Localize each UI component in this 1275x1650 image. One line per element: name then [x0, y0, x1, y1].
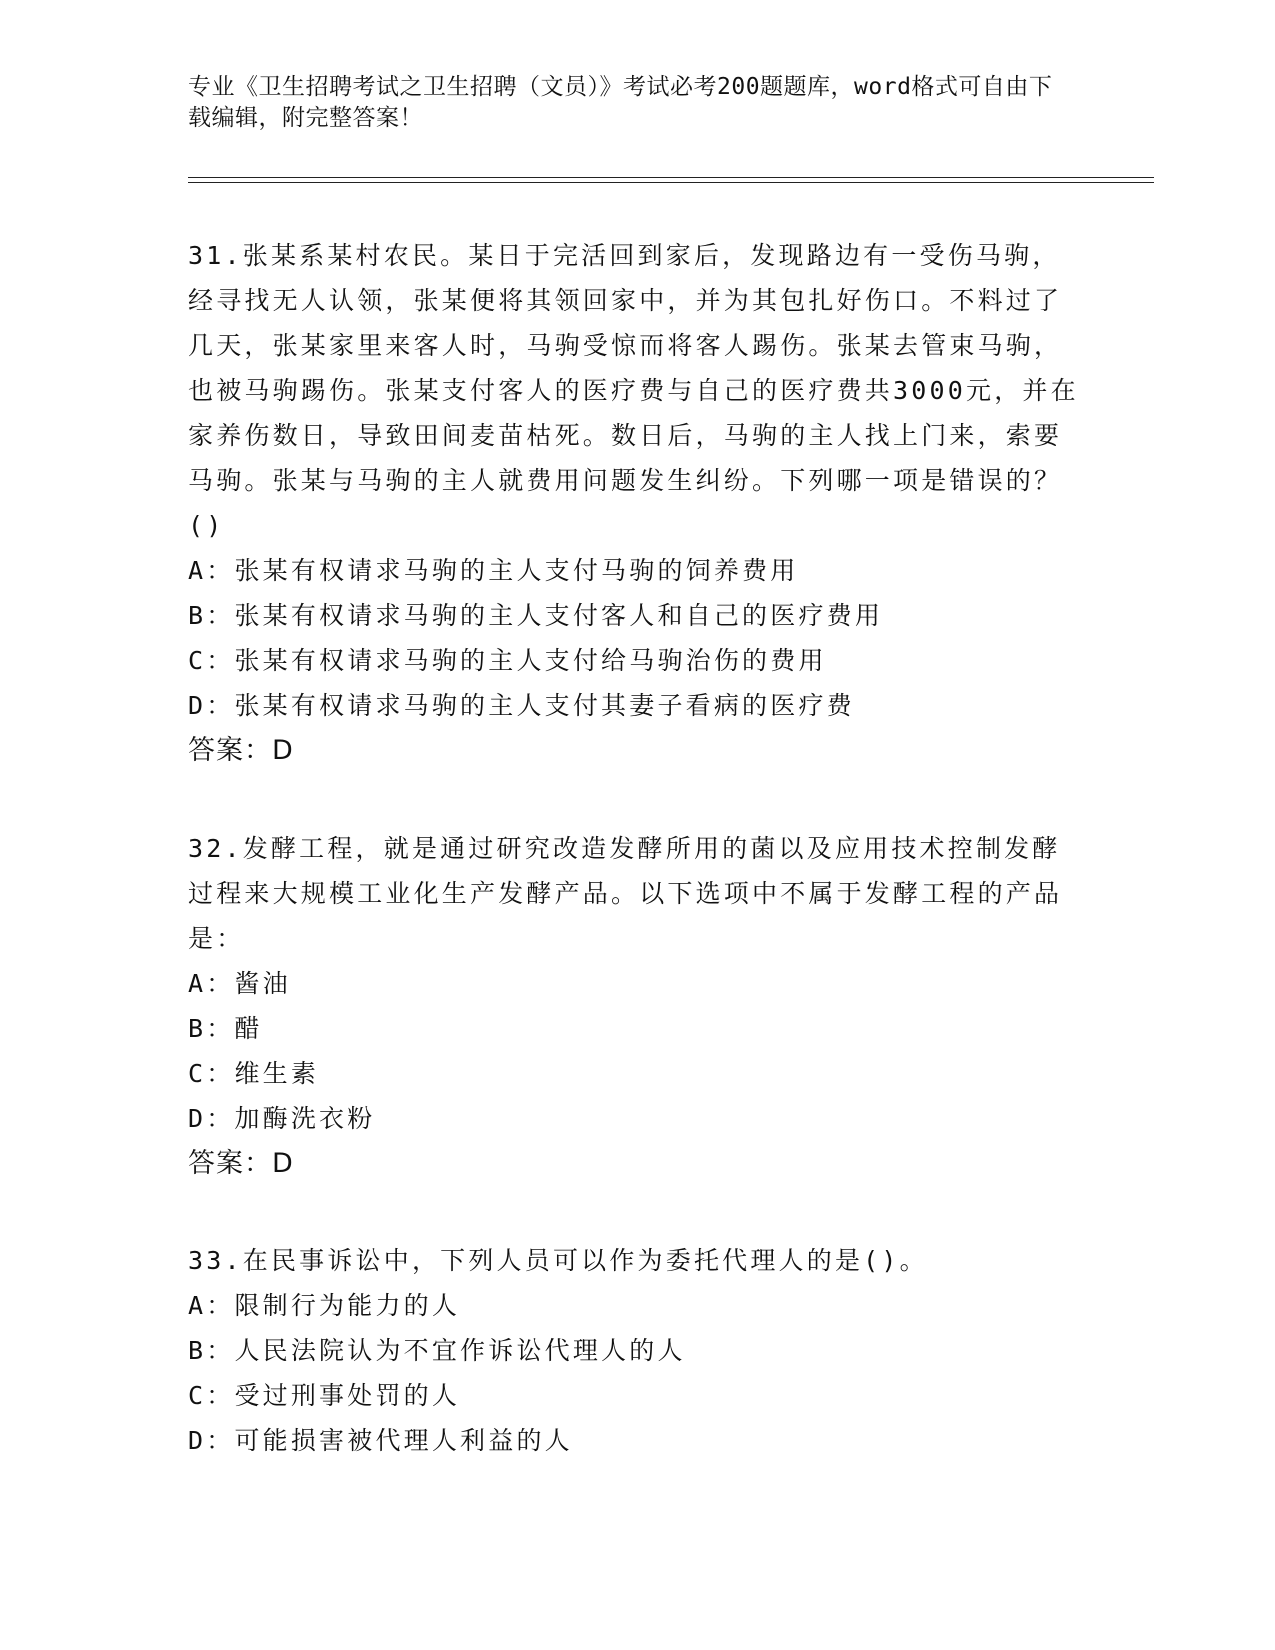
option-a: A：酱油	[188, 969, 291, 998]
header-divider-bottom	[188, 182, 1154, 183]
question-31	[188, 233, 1088, 773]
question-stem: 33.在民事诉讼中，下列人员可以作为委托代理人的是()。	[188, 1246, 928, 1275]
option-d: D：加酶洗衣粉	[188, 1104, 376, 1133]
question-stem: 31.张某系某村农民。某日于完活回到家后，发现路边有一受伤马驹，经寻找无人认领，张某便将其领回家中，并为其包扎好伤口。不料过了几天，张某家里来客人时，马驹受惊而将客人踢伤。张某去管束马驹，也被马驹踢伤。张某支付客人的医疗费与自己的医疗费共3000元，并在家养伤数日，导致田间麦苗枯死。数日后，马驹的主人找上门来，索要马驹。张某与马驹的主人就费用问题发生纠纷。下列哪一项是错误的？()	[188, 241, 1079, 540]
answer: 答案：D	[188, 735, 294, 766]
option-a: A：限制行为能力的人	[188, 1291, 461, 1320]
header-divider-top	[188, 177, 1154, 178]
option-a: A：张某有权请求马驹的主人支付马驹的饲养费用	[188, 556, 799, 585]
option-d: D：张某有权请求马驹的主人支付其妻子看病的医疗费	[188, 691, 855, 720]
option-c: C：维生素	[188, 1059, 320, 1088]
option-b: B：醋	[188, 1014, 263, 1043]
option-b: B：张某有权请求马驹的主人支付客人和自己的医疗费用	[188, 601, 884, 630]
option-c: C：张某有权请求马驹的主人支付给马驹治伤的费用	[188, 646, 827, 675]
question-32	[188, 826, 1088, 1186]
option-b: B：人民法院认为不宜作诉讼代理人的人	[188, 1336, 686, 1365]
question-stem: 32.发酵工程，就是通过研究改造发酵所用的菌以及应用技术控制发酵过程来大规模工业化生产发酵产品。以下选项中不属于发酵工程的产品是：	[188, 834, 1063, 953]
answer: 答案：D	[188, 1148, 294, 1179]
document-header: 专业《卫生招聘考试之卫生招聘（文员）》考试必考200题题库，word格式可自由下载编辑，附完整答案！	[188, 74, 1053, 131]
option-d: D：可能损害被代理人利益的人	[188, 1426, 573, 1455]
question-33	[188, 1238, 1088, 1463]
option-c: C：受过刑事处罚的人	[188, 1381, 461, 1410]
